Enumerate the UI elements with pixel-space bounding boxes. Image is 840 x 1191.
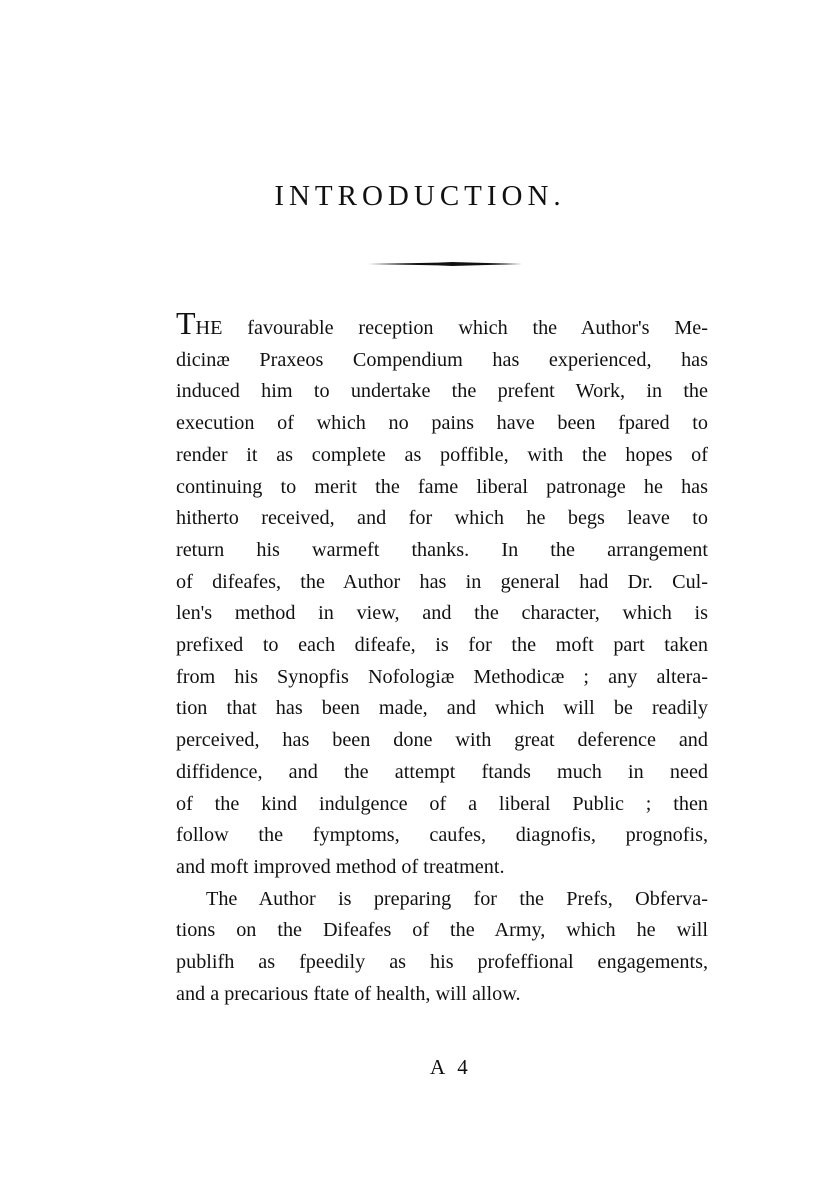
paragraph-1-line: diffidence, and the attempt ftands much in need [176,760,708,783]
page-heading: INTRODUCTION. [274,180,566,212]
paragraph-1-opening: HE favourable reception which the Author's Me- [195,317,708,339]
paragraph-2-line: publifh as fpeedily as his profeffional engagements, [176,951,708,974]
ornamental-rule [368,262,522,266]
paragraph-1-line: perceived, has been done with great deference and [176,729,708,752]
paragraph-1-line: render it as complete as poffible, with the hopes of [176,443,708,466]
paragraph-1-line: of the kind indulgence of a liberal Public ; then [176,792,708,815]
paragraph-2-line: and a precarious ftate of health, will allow. [176,982,521,1005]
paragraph-2-line: The Author is preparing for the Prefs, Obferva- [206,887,708,910]
paragraph-1-line: induced him to undertake the prefent Work, in the [176,380,708,403]
paragraph-1-line: hitherto received, and for which he begs leave to [176,507,708,530]
paragraph-1-line: dicinæ Praxeos Compendium has experienced, has [176,348,708,371]
paragraph-1-line: return his warmeft thanks. In the arrangement [176,538,708,561]
paragraph-1-line: continuing to merit the fame liberal patronage he has [176,475,708,498]
paragraph-1-line: len's method in view, and the character, which is [176,602,708,625]
paragraph-1-line: tion that has been made, and which will be readily [176,697,708,720]
paragraph-1-line: follow the fymptoms, caufes, diagnofis, prognofis, [176,824,708,847]
paragraph-1-line: from his Synopfis Nofologiæ Methodicæ ; any altera- [176,665,708,688]
drop-cap: T [176,305,196,341]
paragraph-1-line: and moft improved method of treatment. [176,855,505,878]
paragraph-1-line: of difeafes, the Author has in general had Dr. Cul- [176,570,708,593]
paragraph-2-line: tions on the Difeafes of the Army, which he will [176,919,708,942]
paragraph-1-line: execution of which no pains have been fpared to [176,412,708,435]
paragraph-1-line-1 [176,305,708,345]
introduction-text [176,305,708,1010]
paragraph-1-line: prefixed to each difeafe, is for the moft part taken [176,634,708,657]
signature-mark: A 4 [430,1055,472,1079]
